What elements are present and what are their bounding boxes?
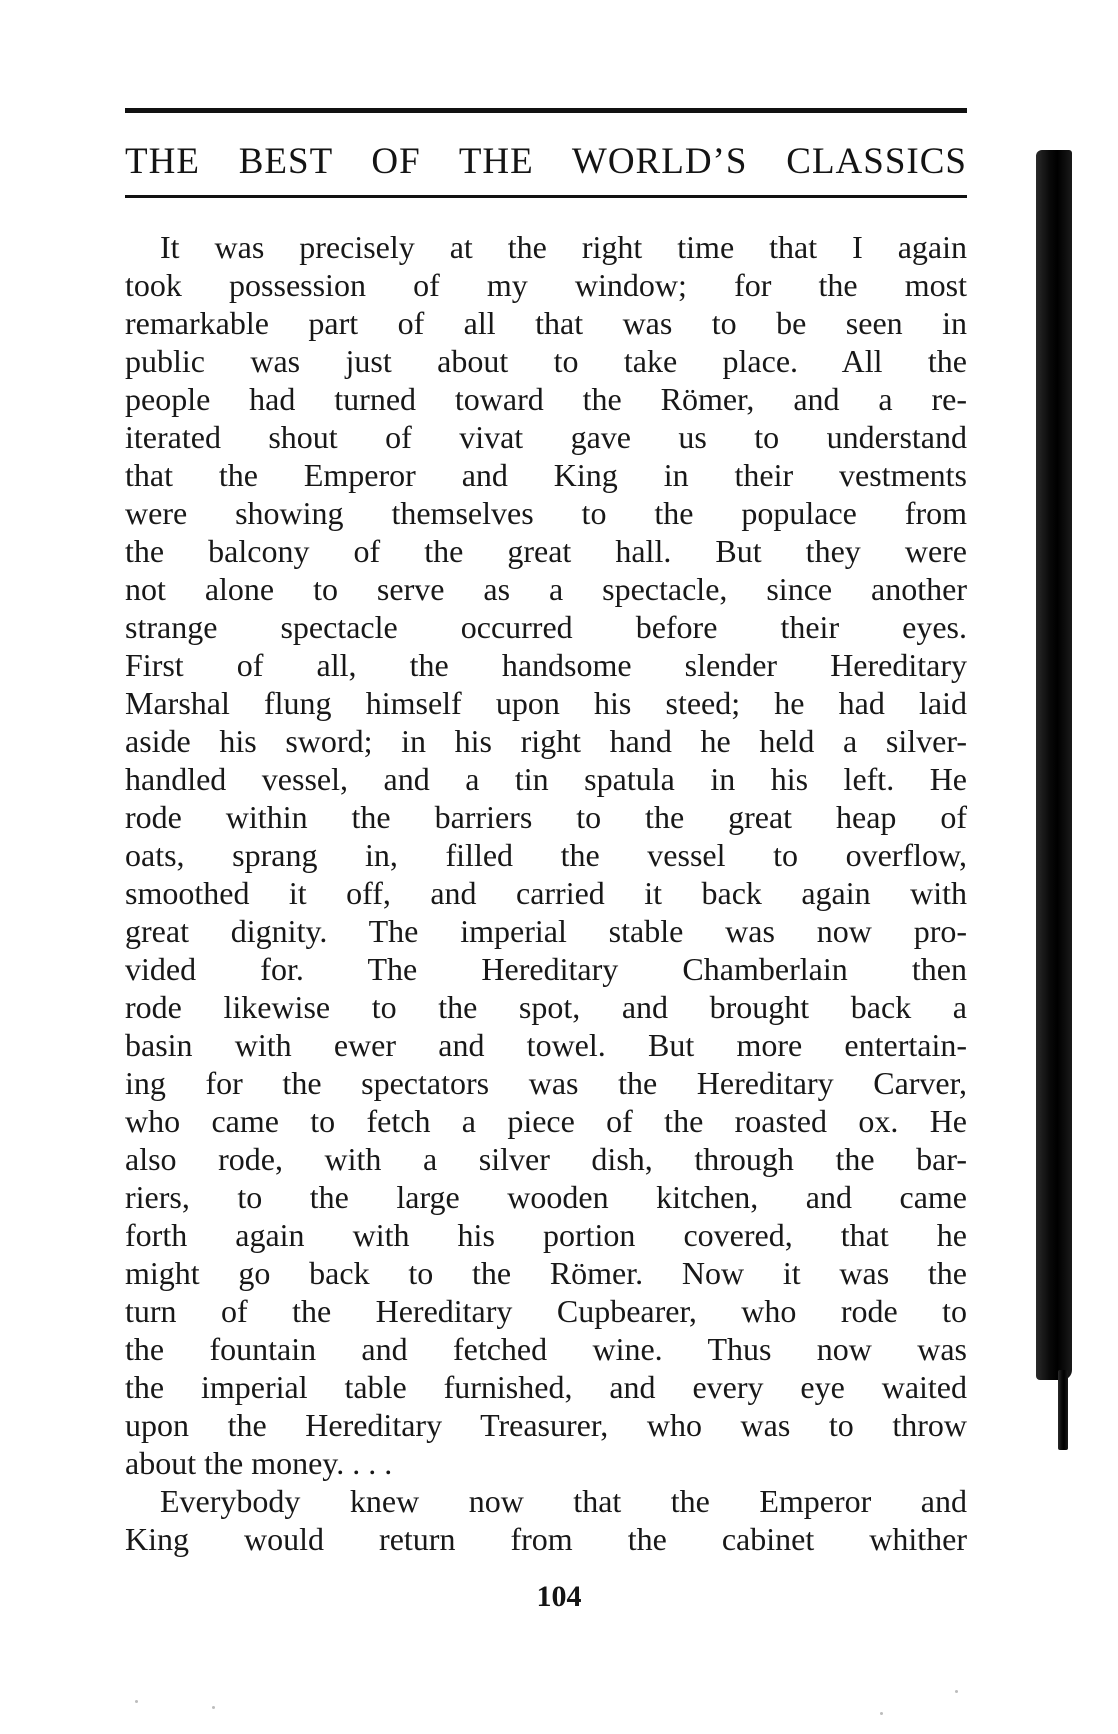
text-line: people had turned toward the Römer, and a re- [125, 381, 967, 417]
text-line: also rode, with a silver dish, through the bar- [125, 1141, 967, 1177]
text-line: took possession of my window; for the most [125, 267, 967, 303]
text-line: riers, to the large wooden kitchen, and came [125, 1179, 967, 1215]
text-line: rode likewise to the spot, and brought back a [125, 989, 967, 1025]
text-line: about the money. . . . [125, 1445, 393, 1481]
text-line: remarkable part of all that was to be seen in [125, 305, 967, 341]
text-line: It was precisely at the right time that I again [160, 229, 967, 265]
text-line: vided for. The Hereditary Chamberlain then [125, 951, 967, 987]
page-number: 104 [536, 1580, 582, 1613]
text-line: handled vessel, and a tin spatula in his left. He [125, 761, 967, 797]
text-line: that the Emperor and King in their vestments [125, 457, 967, 493]
text-line: Everybody knew now that the Emperor and [160, 1483, 967, 1519]
text-line: turn of the Hereditary Cupbearer, who rode to [125, 1293, 967, 1329]
header-rule-top [125, 108, 967, 113]
paper-speck [135, 1700, 138, 1703]
paper-speck [212, 1706, 215, 1709]
text-line: smoothed it off, and carried it back again with [125, 875, 967, 911]
text-line: the balcony of the great hall. But they were [125, 533, 967, 569]
text-line: Marshal flung himself upon his steed; he had laid [125, 685, 967, 721]
text-line: strange spectacle occurred before their eyes. [125, 609, 967, 645]
text-line: might go back to the Römer. Now it was the [125, 1255, 967, 1291]
text-line: aside his sword; in his right hand he held a silver- [125, 723, 967, 759]
paper-speck [955, 1690, 958, 1693]
running-head: THE BEST OF THE WORLD’S CLASSICS [125, 141, 967, 182]
text-line: iterated shout of vivat gave us to understand [125, 419, 967, 455]
text-line: forth again with his portion covered, that he [125, 1217, 967, 1253]
text-line: the imperial table furnished, and every eye waited [125, 1369, 967, 1405]
binding-shadow-tail [1058, 1370, 1068, 1450]
paper-speck [880, 1712, 883, 1715]
binding-shadow [1036, 150, 1072, 1380]
text-line: great dignity. The imperial stable was now pro- [125, 913, 967, 949]
text-line: were showing themselves to the populace from [125, 495, 967, 531]
text-line: who came to fetch a piece of the roasted ox. He [125, 1103, 967, 1139]
body-text [125, 228, 967, 1558]
text-line: King would return from the cabinet whither [125, 1521, 967, 1557]
text-line: ing for the spectators was the Hereditary Carver, [125, 1065, 967, 1101]
text-line: rode within the barriers to the great heap of [125, 799, 967, 835]
text-line: public was just about to take place. All the [125, 343, 967, 379]
text-line: not alone to serve as a spectacle, since another [125, 571, 967, 607]
text-line: basin with ewer and towel. But more entertain- [125, 1027, 967, 1063]
text-line: First of all, the handsome slender Hereditary [125, 647, 967, 683]
text-line: upon the Hereditary Treasurer, who was to throw [125, 1407, 967, 1443]
header-rule-bottom [125, 195, 967, 198]
text-line: the fountain and fetched wine. Thus now was [125, 1331, 967, 1367]
text-line: oats, sprang in, filled the vessel to overflow, [125, 837, 967, 873]
